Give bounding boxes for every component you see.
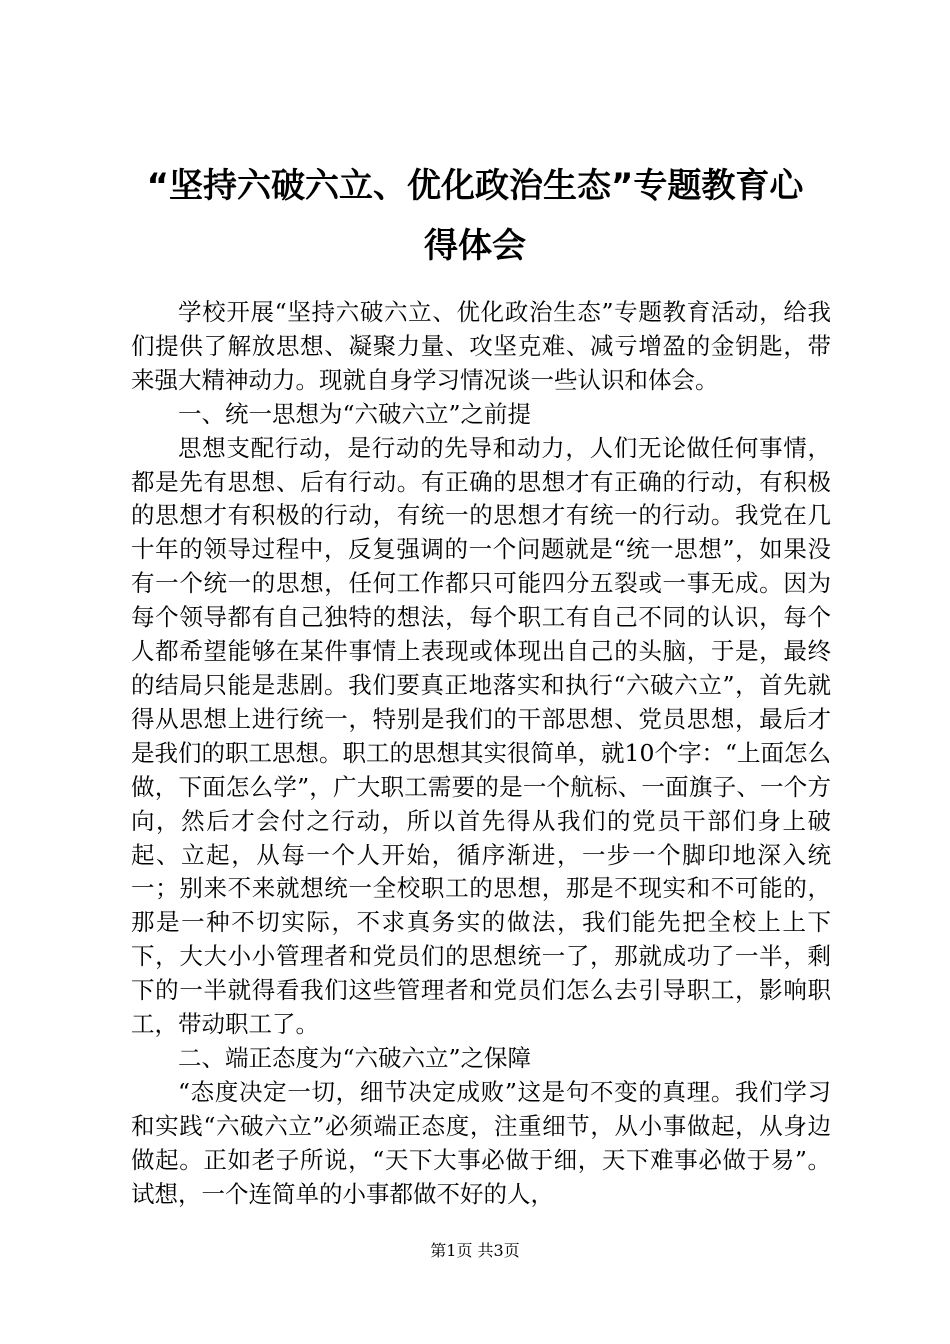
- section-1-paragraph: 思想支配行动，是行动的先导和动力，人们无论做任何事情，都是先有思想、后有行动。有正确的思想才有正确的行动，有积极的思想才有积极的行动，有统一的思想才有统一的行动。我党在几十年的领导过程中，反复强调的一个问题就是“统一思想”，如果没有一个统一的思想，任何工作都只可能四分五裂或一事无成。因为每个领导都有自己独特的想法，每个职工有自己不同的认识，每个人都希望能够在某件事情上表现或体现出自己的头脑，于是，最终的结局只能是悲剧。我们要真正地落实和执行“六破六立”，首先就得从思想上进行统一，特别是我们的干部思想、党员思想，最后才是我们的职工思想。职工的思想其实很简单，就10个字：“上面怎么做，下面怎么学”，广大职工需要的是一个航标、一面旗子、一个方向，然后才会付之行动，所以首先得从我们的党员干部们身上破起、立起，从每一个人开始，循序渐进，一步一个脚印地深入统一；别来不来就想统一全校职工的思想，那是不现实和不可能的，那是一种不切实际，不求真务实的做法，我们能先把全校上上下下，大大小小管理者和党员们的思想统一了，那就成功了一半，剩下的一半就得看我们这些管理者和党员们怎么去引导职工，影响职工，带动职工了。: [131, 433, 831, 1039]
- document-body: [131, 296, 831, 1211]
- document-title-line-1: “坚持六破六立、优化政治生态”专题教育心: [146, 166, 804, 206]
- page-footer: 第1页 共3页: [430, 1241, 520, 1260]
- section-2-paragraph: “态度决定一切，细节决定成败”这是句不变的真理。我们学习和实践“六破六立”必须端正态度，注重细节，从小事做起，从身边做起。正如老子所说，“天下大事必做于细，天下难事必做于易”。试想，一个连简单的小事都做不好的人，: [131, 1077, 831, 1208]
- section-heading-2: 二、端正态度为“六破六立”之保障: [178, 1043, 532, 1072]
- intro-paragraph: 学校开展“坚持六破六立、优化政治生态”专题教育活动，给我们提供了解放思想、凝聚力量、攻坚克难、减亏增盈的金钥匙，带来强大精神动力。现就自身学习情况谈一些认识和体会。: [131, 298, 831, 394]
- section-heading-1: 一、统一思想为“六破六立”之前提: [178, 399, 532, 428]
- document-title-line-2: 得体会: [424, 226, 526, 266]
